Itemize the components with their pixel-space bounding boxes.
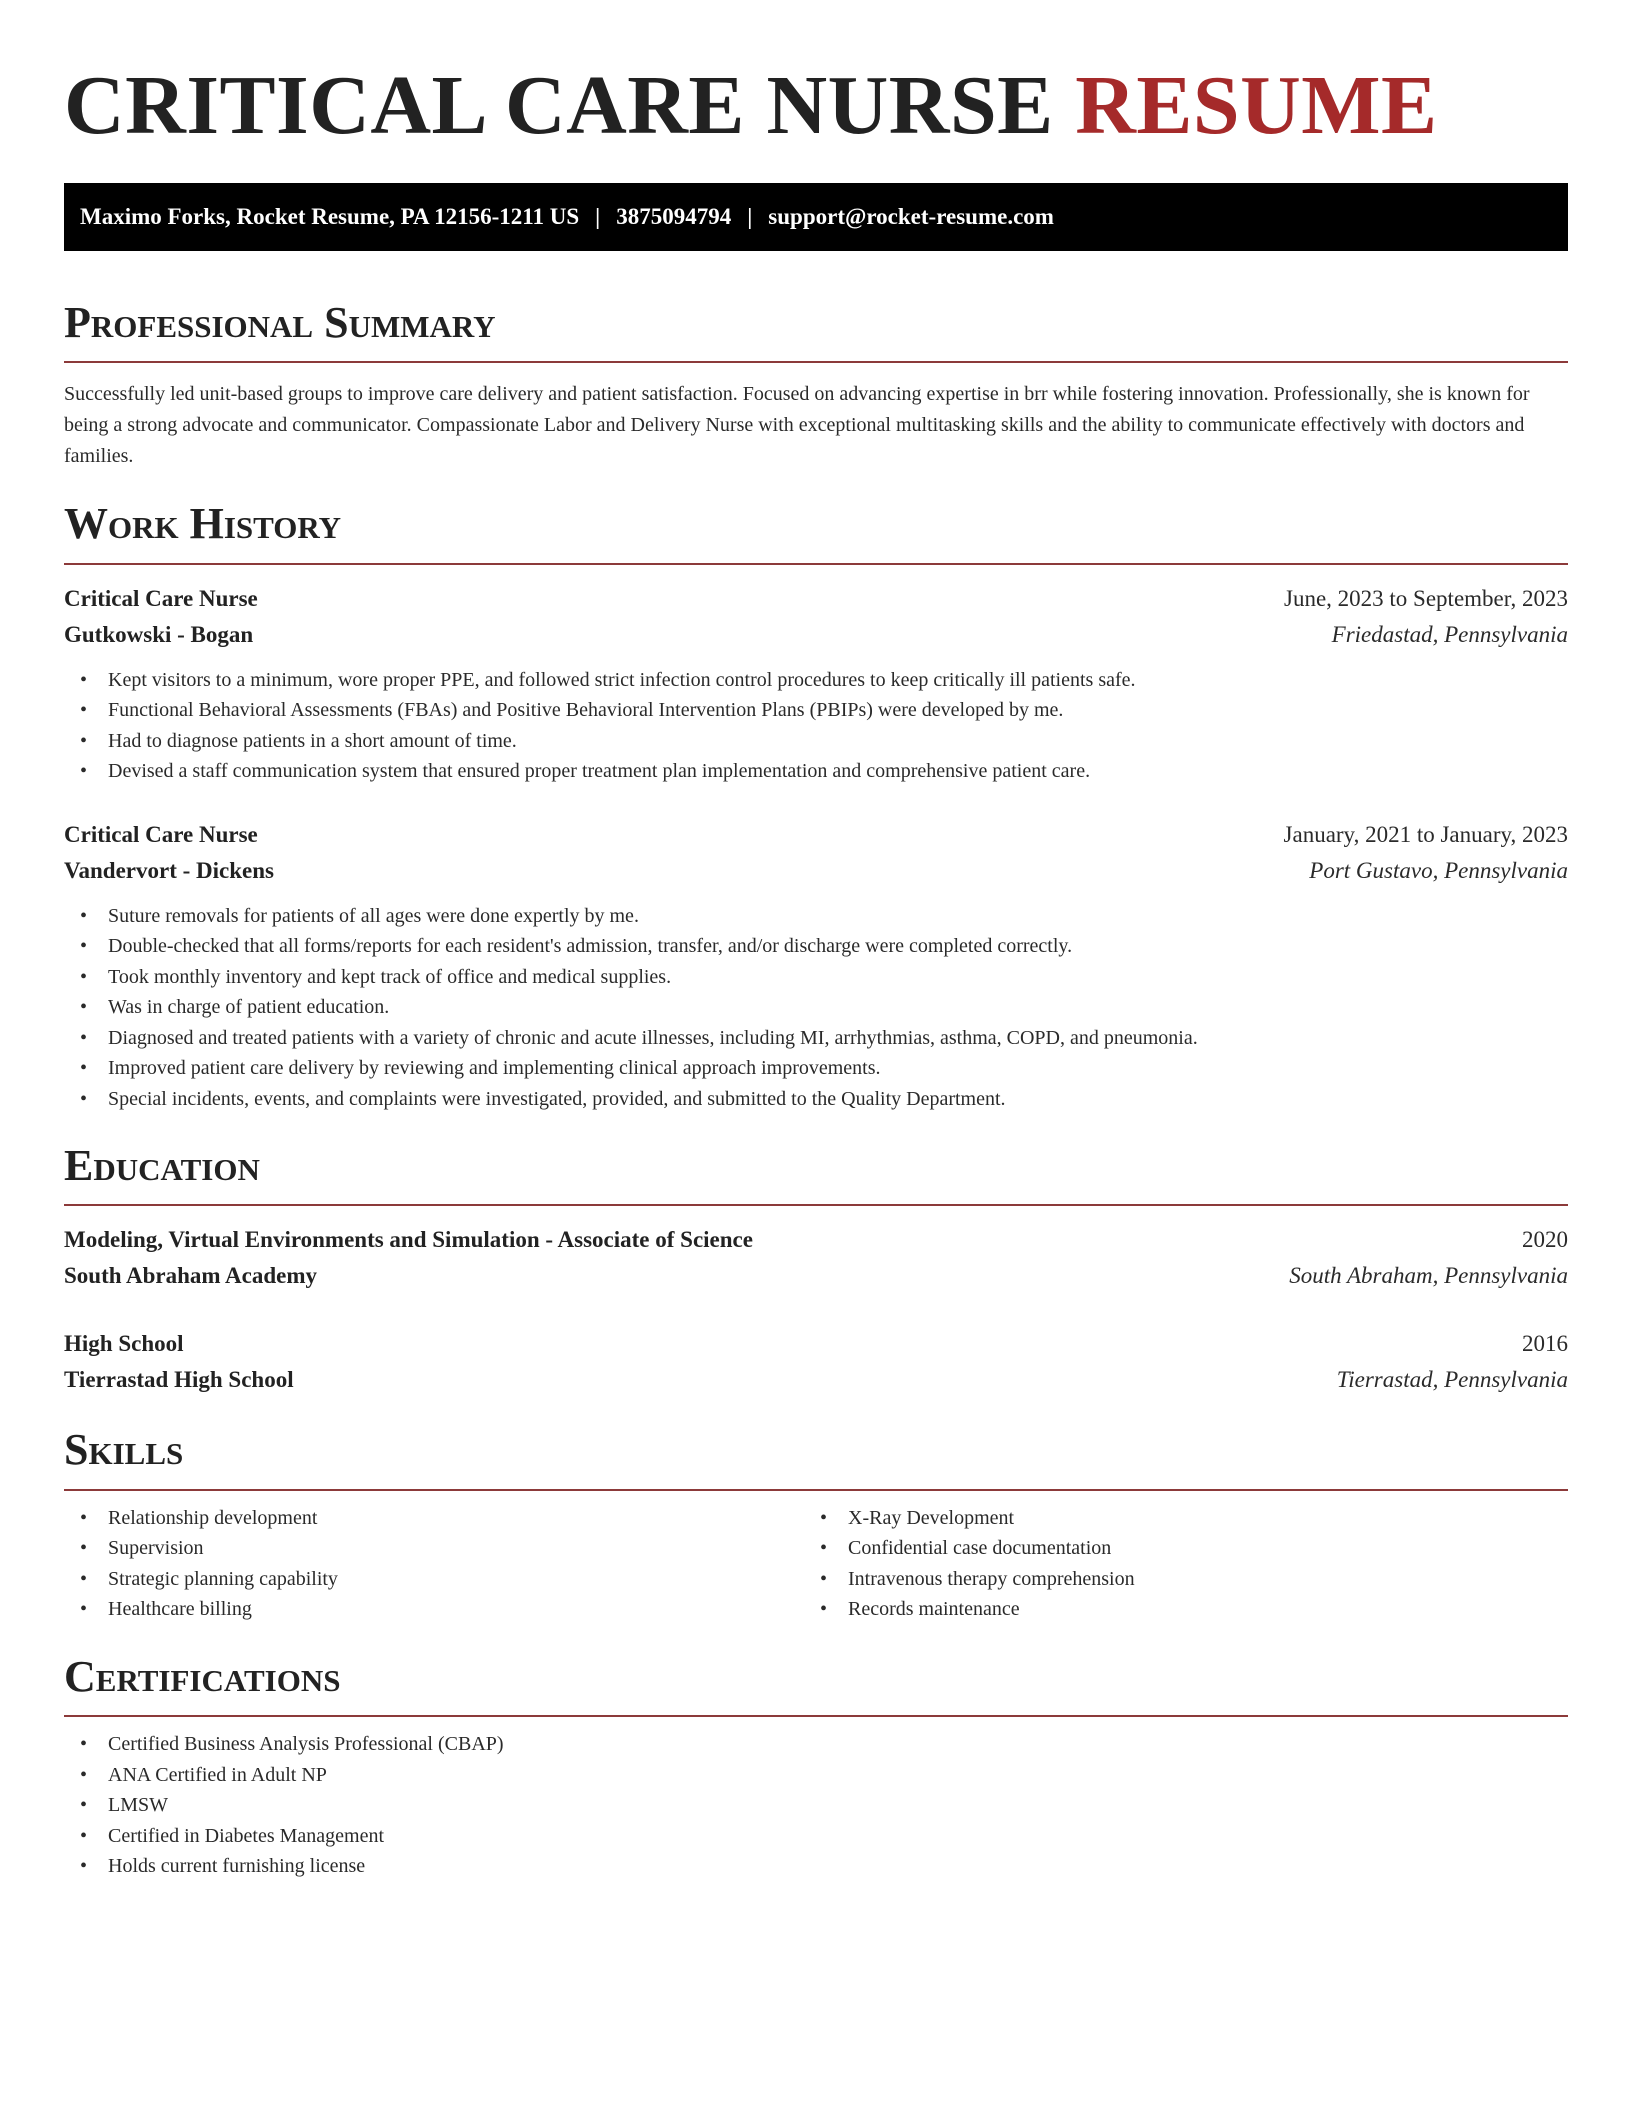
certification-item: • Certified in Diabetes Management [64, 1821, 1568, 1852]
skills-column-left [64, 1503, 804, 1625]
skill-item: • Intravenous therapy comprehension [804, 1564, 1544, 1595]
job-duties-list [64, 901, 1568, 1115]
job-duty: • Diagnosed and treated patients with a variety of chronic and acute illnesses, including MI, arrhythmias, asthma, COPD, and pneumonia. [64, 1023, 1568, 1054]
skills-list [64, 1503, 804, 1625]
job-location: Friedastad, Pennsylvania [1331, 621, 1568, 647]
education-school-row [64, 1362, 1568, 1398]
certification-item: • Holds current furnishing license [64, 1851, 1568, 1882]
job-duty: • Functional Behavioral Assessments (FBAs) and Positive Behavioral Intervention Plans (PBIPs) were developed by me. [64, 695, 1568, 726]
education-degree-row [64, 1222, 1568, 1258]
work-history-section [64, 500, 1568, 1114]
certification-item: • ANA Certified in Adult NP [64, 1760, 1568, 1791]
job-company: Vandervort - Dickens [64, 857, 274, 883]
skill-item: • Confidential case documentation [804, 1533, 1544, 1564]
education-location: South Abraham, Pennsylvania [1289, 1263, 1568, 1289]
job-header-row [64, 581, 1568, 617]
job-title: Critical Care Nurse [64, 821, 258, 847]
skill-item: • X-Ray Development [804, 1503, 1544, 1534]
job-title: Critical Care Nurse [64, 585, 258, 611]
contact-email: support@rocket-resume.com [768, 203, 1054, 229]
education-year: 2020 [1522, 1227, 1568, 1253]
skills-column-right [804, 1503, 1544, 1625]
contact-phone: 3875094794 [616, 203, 732, 229]
job-duty: • Double-checked that all forms/reports for each resident's admission, transfer, and/or discharge were completed correctly. [64, 931, 1568, 962]
section-divider [64, 1204, 1568, 1206]
job-duty: • Improved patient care delivery by reviewing and implementing clinical approach improvements. [64, 1053, 1568, 1084]
skill-item: • Relationship development [64, 1503, 804, 1534]
job-duties-list [64, 665, 1568, 787]
section-divider [64, 1489, 1568, 1491]
skill-item: • Supervision [64, 1533, 804, 1564]
title-accent: RESUME [1075, 59, 1438, 152]
skills-section [64, 1426, 1568, 1624]
job-duty: • Devised a staff communication system that ensured proper treatment plan implementation and comprehensive patient care. [64, 756, 1568, 787]
skill-item: • Strategic planning capability [64, 1564, 804, 1595]
education-school: Tierrastad High School [64, 1367, 294, 1393]
title-main: CRITICAL CARE NURSE [64, 59, 1054, 152]
skills-grid [64, 1503, 1568, 1625]
certification-item: • Certified Business Analysis Professional (CBAP) [64, 1729, 1568, 1760]
job-duty: • Had to diagnose patients in a short amount of time. [64, 726, 1568, 757]
contact-bar [64, 183, 1568, 251]
job-duty: • Was in charge of patient education. [64, 992, 1568, 1023]
job-duty: • Kept visitors to a minimum, wore proper PPE, and followed strict infection control procedures to keep critically ill patients safe. [64, 665, 1568, 696]
skill-item: • Healthcare billing [64, 1594, 804, 1625]
job-entry [64, 581, 1568, 787]
section-title-summary: Professional Summary [64, 297, 496, 347]
education-section [64, 1142, 1568, 1398]
education-entry [64, 1222, 1568, 1294]
job-header-row [64, 817, 1568, 853]
job-duty: • Special incidents, events, and complaints were investigated, provided, and submitted to the Quality Department. [64, 1084, 1568, 1115]
contact-address: Maximo Forks, Rocket Resume, PA 12156-1211 US [80, 203, 580, 229]
education-location: Tierrastad, Pennsylvania [1336, 1367, 1568, 1393]
certifications-list [64, 1729, 1568, 1882]
section-title-work-history: Work History [64, 499, 342, 549]
education-school: South Abraham Academy [64, 1263, 318, 1289]
certifications-section [64, 1653, 1568, 1882]
education-entry [64, 1326, 1568, 1398]
job-duty: • Suture removals for patients of all ages were done expertly by me. [64, 901, 1568, 932]
section-title-education: Education [64, 1141, 260, 1191]
education-degree: High School [64, 1331, 184, 1357]
job-company-row [64, 853, 1568, 889]
education-school-row [64, 1258, 1568, 1294]
contact-separator: | [747, 203, 753, 229]
section-divider [64, 361, 1568, 363]
summary-section [64, 299, 1568, 472]
job-company: Gutkowski - Bogan [64, 621, 254, 647]
job-location: Port Gustavo, Pennsylvania [1309, 857, 1568, 883]
education-degree: Modeling, Virtual Environments and Simulation - Associate of Science [64, 1227, 753, 1253]
section-divider [64, 1715, 1568, 1717]
job-dates: January, 2021 to January, 2023 [1283, 821, 1568, 847]
skill-item: • Records maintenance [804, 1594, 1544, 1625]
resume-title [64, 0, 1568, 157]
section-title-skills: Skills [64, 1425, 184, 1475]
job-dates: June, 2023 to September, 2023 [1284, 585, 1568, 611]
summary-text: Successfully led unit-based groups to improve care delivery and patient satisfaction. Focused on advancing expertise in brr while fostering innovation. Professionally, she is known for being a strong advocate and communicator. Compassionate Labor and Delivery Nurse with exceptional multitasking skills and the ability to communicate effectively with doctors and families. [64, 383, 1530, 468]
skills-list [804, 1503, 1544, 1625]
section-divider [64, 563, 1568, 565]
job-entry [64, 817, 1568, 1115]
section-title-certifications: Certifications [64, 1651, 341, 1701]
certification-item: • LMSW [64, 1790, 1568, 1821]
contact-separator: | [595, 203, 601, 229]
job-duty: • Took monthly inventory and kept track of office and medical supplies. [64, 962, 1568, 993]
education-year: 2016 [1522, 1331, 1568, 1357]
education-degree-row [64, 1326, 1568, 1362]
job-company-row [64, 617, 1568, 653]
